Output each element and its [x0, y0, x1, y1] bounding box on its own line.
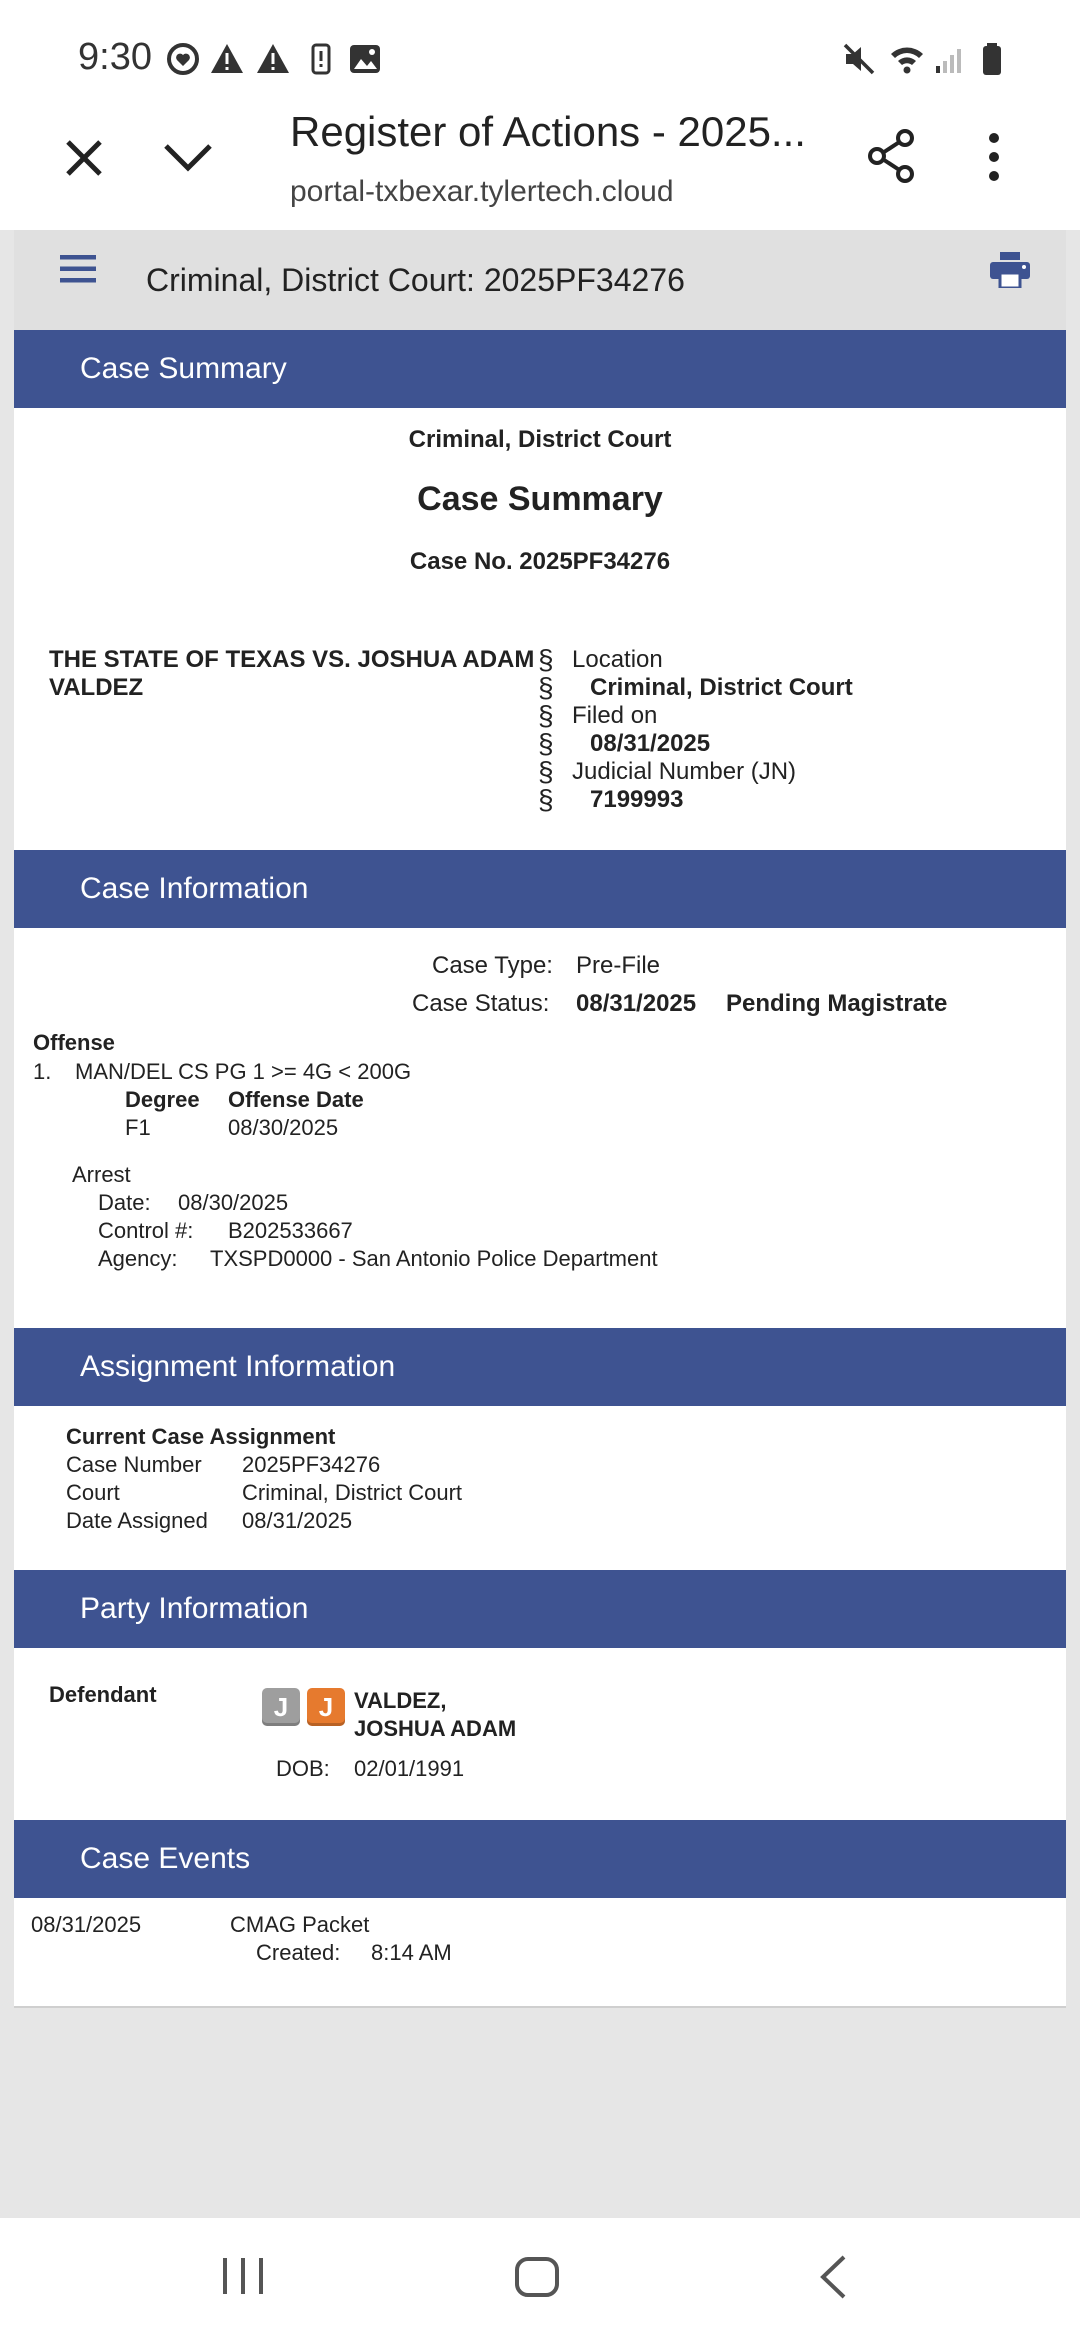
phone-alert-icon — [304, 42, 338, 76]
case-number: Case No. 2025PF34276 — [409, 548, 671, 575]
section-symbol: § — [538, 672, 554, 703]
case-style-line-2: VALDEZ — [49, 674, 144, 701]
page-title: Register of Actions - 2025... — [290, 108, 806, 155]
case-status-date: 08/31/2025 — [576, 990, 697, 1017]
chevron-down-icon[interactable] — [162, 140, 214, 174]
home-icon[interactable] — [514, 2256, 560, 2298]
assignment-information-header — [14, 1328, 1066, 1406]
case-information-header — [14, 850, 1066, 928]
section-title: Case Information — [80, 872, 309, 905]
party-name-line-2: JOSHUA ADAM — [354, 1716, 517, 1741]
court-value: Criminal, District Court — [242, 1480, 463, 1505]
case-status-label: Case Status: — [412, 990, 550, 1017]
share-icon[interactable] — [866, 128, 916, 184]
offense-number: 1. — [33, 1059, 52, 1084]
party-badge-gray[interactable]: J — [262, 1688, 300, 1726]
location-label: Location — [572, 646, 663, 673]
event-created-label: Created: — [256, 1940, 341, 1965]
offense-label: Offense — [33, 1030, 115, 1055]
offense-date-label: Offense Date — [228, 1087, 364, 1112]
close-icon[interactable] — [62, 136, 106, 180]
section-title: Party Information — [80, 1592, 309, 1625]
arrest-date-label: Date: — [98, 1190, 151, 1215]
section-symbol: § — [538, 756, 554, 787]
party-name-line-1: VALDEZ, — [354, 1688, 447, 1713]
case-style-line-1: THE STATE OF TEXAS VS. JOSHUA ADAM — [49, 646, 535, 673]
gallery-icon — [348, 42, 382, 76]
dob-label: DOB: — [276, 1756, 330, 1781]
party-badge-orange[interactable]: J — [307, 1688, 345, 1726]
warning-icon-2 — [256, 42, 290, 76]
control-value: B202533667 — [228, 1218, 353, 1243]
control-label: Control #: — [98, 1218, 194, 1243]
summary-title: Case Summary — [417, 480, 663, 518]
court-label: Court — [66, 1480, 120, 1505]
date-assigned-value: 08/31/2025 — [242, 1508, 353, 1533]
status-bar — [0, 0, 1080, 115]
case-events-header — [14, 1820, 1066, 1898]
date-assigned-label: Date Assigned — [66, 1508, 208, 1533]
party-information-header — [14, 1570, 1066, 1648]
party-information-panel — [14, 1648, 1066, 1820]
recent-apps-icon[interactable] — [220, 2256, 266, 2296]
case-events-panel — [14, 1898, 1066, 2006]
offense-date-value: 08/30/2025 — [228, 1115, 339, 1140]
case-summary-header — [14, 330, 1066, 408]
case-status-value: Pending Magistrate — [726, 990, 948, 1017]
jn-value: 7199993 — [590, 786, 684, 813]
case-information-panel — [14, 928, 1066, 1328]
location-value: Criminal, District Court — [590, 674, 853, 701]
section-title: Case Events — [80, 1842, 251, 1875]
case-summary-panel — [14, 408, 1066, 850]
arrest-label: Arrest — [72, 1162, 131, 1187]
more-options-icon[interactable] — [984, 132, 1004, 182]
section-title: Case Summary — [80, 352, 287, 385]
event-title: CMAG Packet — [230, 1912, 370, 1937]
back-icon[interactable] — [818, 2254, 848, 2300]
degree-value: F1 — [125, 1115, 151, 1140]
court-case-title: Criminal, District Court: 2025PF34276 — [146, 262, 685, 298]
section-symbol: § — [538, 700, 554, 731]
mute-icon — [842, 42, 876, 76]
event-created-value: 8:14 AM — [371, 1940, 452, 1965]
party-role: Defendant — [49, 1682, 157, 1707]
status-time: 9:30 — [78, 36, 152, 78]
case-type-value: Pre-File — [576, 952, 661, 979]
case-number-value: 2025PF34276 — [242, 1452, 381, 1477]
agency-label: Agency: — [98, 1246, 178, 1271]
warning-icon — [210, 42, 244, 76]
event-date: 08/31/2025 — [31, 1912, 142, 1937]
current-assignment-label: Current Case Assignment — [66, 1424, 336, 1449]
summary-court: Criminal, District Court — [408, 426, 672, 453]
dob-value: 02/01/1991 — [354, 1756, 465, 1781]
section-symbol: § — [538, 784, 554, 815]
battery-icon — [976, 42, 1010, 76]
case-type-label: Case Type: — [432, 952, 553, 979]
content-divider — [14, 2006, 1066, 2008]
print-icon[interactable] — [990, 252, 1030, 288]
jn-label: Judicial Number (JN) — [572, 758, 797, 785]
assignment-information-panel — [14, 1406, 1066, 1570]
agency-value: TXSPD0000 - San Antonio Police Department — [210, 1246, 658, 1271]
signal-icon — [934, 42, 968, 76]
arrest-date-value: 08/30/2025 — [178, 1190, 289, 1215]
menu-icon[interactable] — [60, 254, 96, 284]
filed-label: Filed on — [572, 702, 658, 729]
wifi-icon — [890, 42, 924, 76]
case-number-label: Case Number — [66, 1452, 202, 1477]
degree-label: Degree — [125, 1087, 200, 1112]
page-url: portal-txbexar.tylertech.cloud — [290, 175, 674, 208]
filed-value: 08/31/2025 — [590, 730, 711, 757]
section-symbol: § — [538, 644, 554, 675]
section-symbol: § — [538, 728, 554, 759]
offense-description: MAN/DEL CS PG 1 >= 4G < 200G — [75, 1059, 412, 1084]
data-saver-icon — [166, 42, 200, 76]
section-title: Assignment Information — [80, 1350, 396, 1383]
